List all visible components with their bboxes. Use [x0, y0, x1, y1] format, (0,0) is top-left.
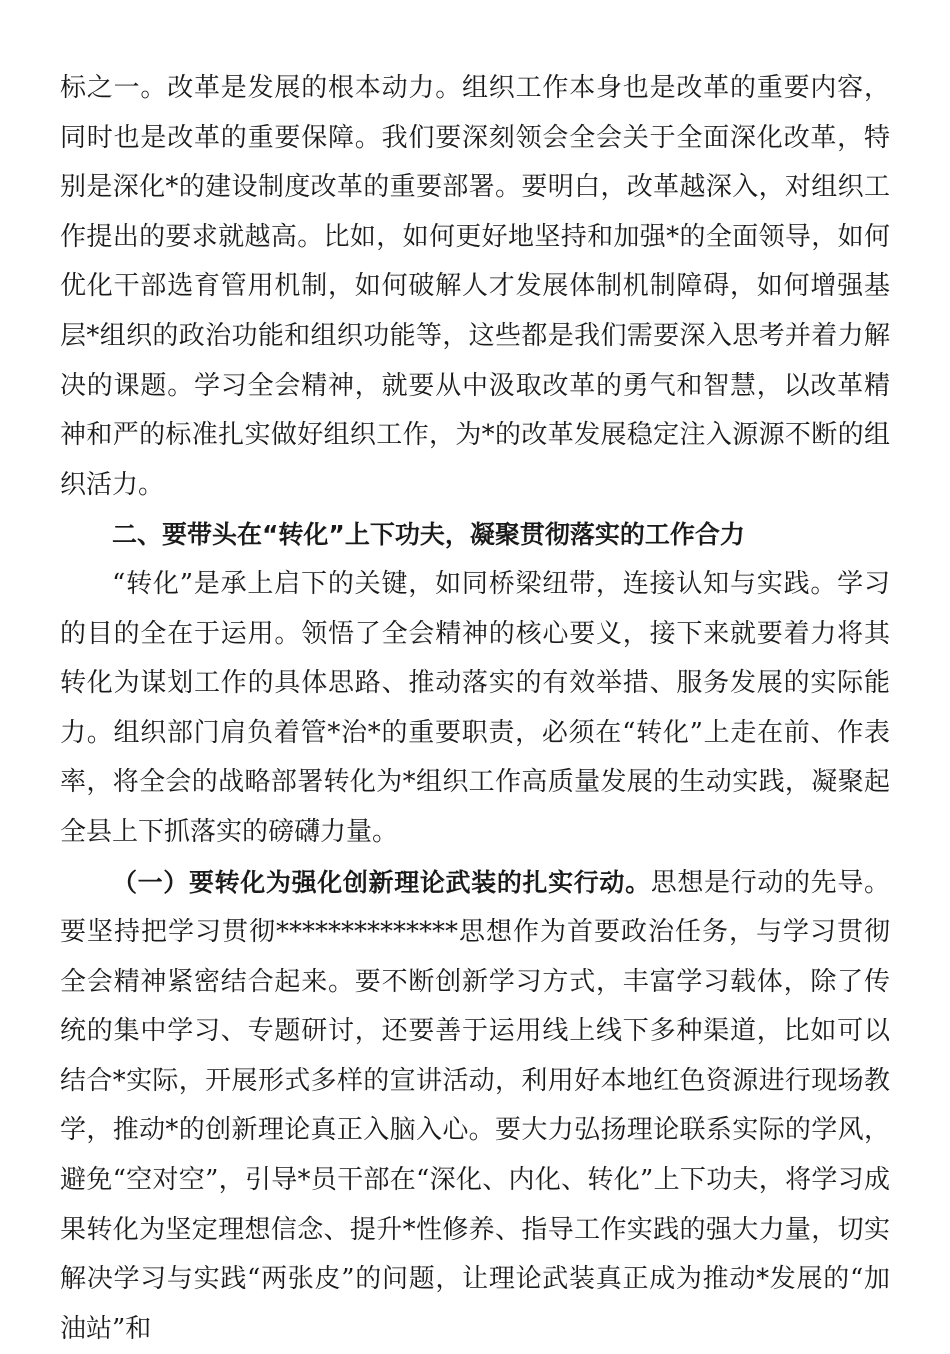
paragraph-subsection-1 — [60, 858, 890, 1354]
paragraph-continuation: 标之一。改革是发展的根本动力。组织工作本身也是改革的重要内容，同时也是改革的重要保障。我们要深刻领会全会关于全面深化改革，特别是深化*的建设制度改革的重要部署。要明白，改革越深入，对组织工作提出的要求就越高。比如，如何更好地坚持和加强*的全面领导，如何优化干部选育管用机制，如何破解人才发展体制机制障碍，如何增强基层*组织的政治功能和组织功能等，这些都是我们需要深入思考并着力解决的课题。学习全会精神，就要从中汲取改革的勇气和智慧，以改革精神和严的标准扎实做好组织工作，为*的改革发展稳定注入源源不断的组织活力。 — [60, 64, 890, 510]
subsection-1-body: 思想是行动的先导。要坚持把学习贯彻**************思想作为首要政治任务，与学习贯彻全会精神紧密结合起来。要不断创新学习方式，丰富学习载体，除了传统的集中学习、专题研讨，还要善于运用线上线下多种渠道，比如可以结合*实际，开展形式多样的宣讲活动，利用好本地红色资源进行现场教学，推动*的创新理论真正入脑入心。要大力弘扬理论联系实际的学风，避免“空对空”，引导*员干部在“深化、内化、转化”上下功夫，将学习成果转化为坚定理想信念、提升*性修养、指导工作实践的强大力量，切实解决学习与实践“两张皮”的问题，让理论武装真正成为推动*发展的“加油站”和 — [60, 868, 890, 1344]
subsection-1-heading: （一）要转化为强化创新理论武装的扎实行动。 — [112, 868, 651, 897]
document-body — [60, 64, 890, 1354]
paragraph-transformation: “转化”是承上启下的关键，如同桥梁纽带，连接认知与实践。学习的目的全在于运用。领悟了全会精神的核心要义，接下来就要着力将其转化为谋划工作的具体思路、推动落实的有效举措、服务发展的实际能力。组织部门肩负着管*治*的重要职责，必须在“转化”上走在前、作表率，将全会的战略部署转化为*组织工作高质量发展的生动实践，凝聚起全县上下抓落实的磅礴力量。 — [60, 560, 890, 858]
section-heading-2: 二、要带头在“转化”上下功夫，凝聚贯彻落实的工作合力 — [60, 510, 890, 560]
